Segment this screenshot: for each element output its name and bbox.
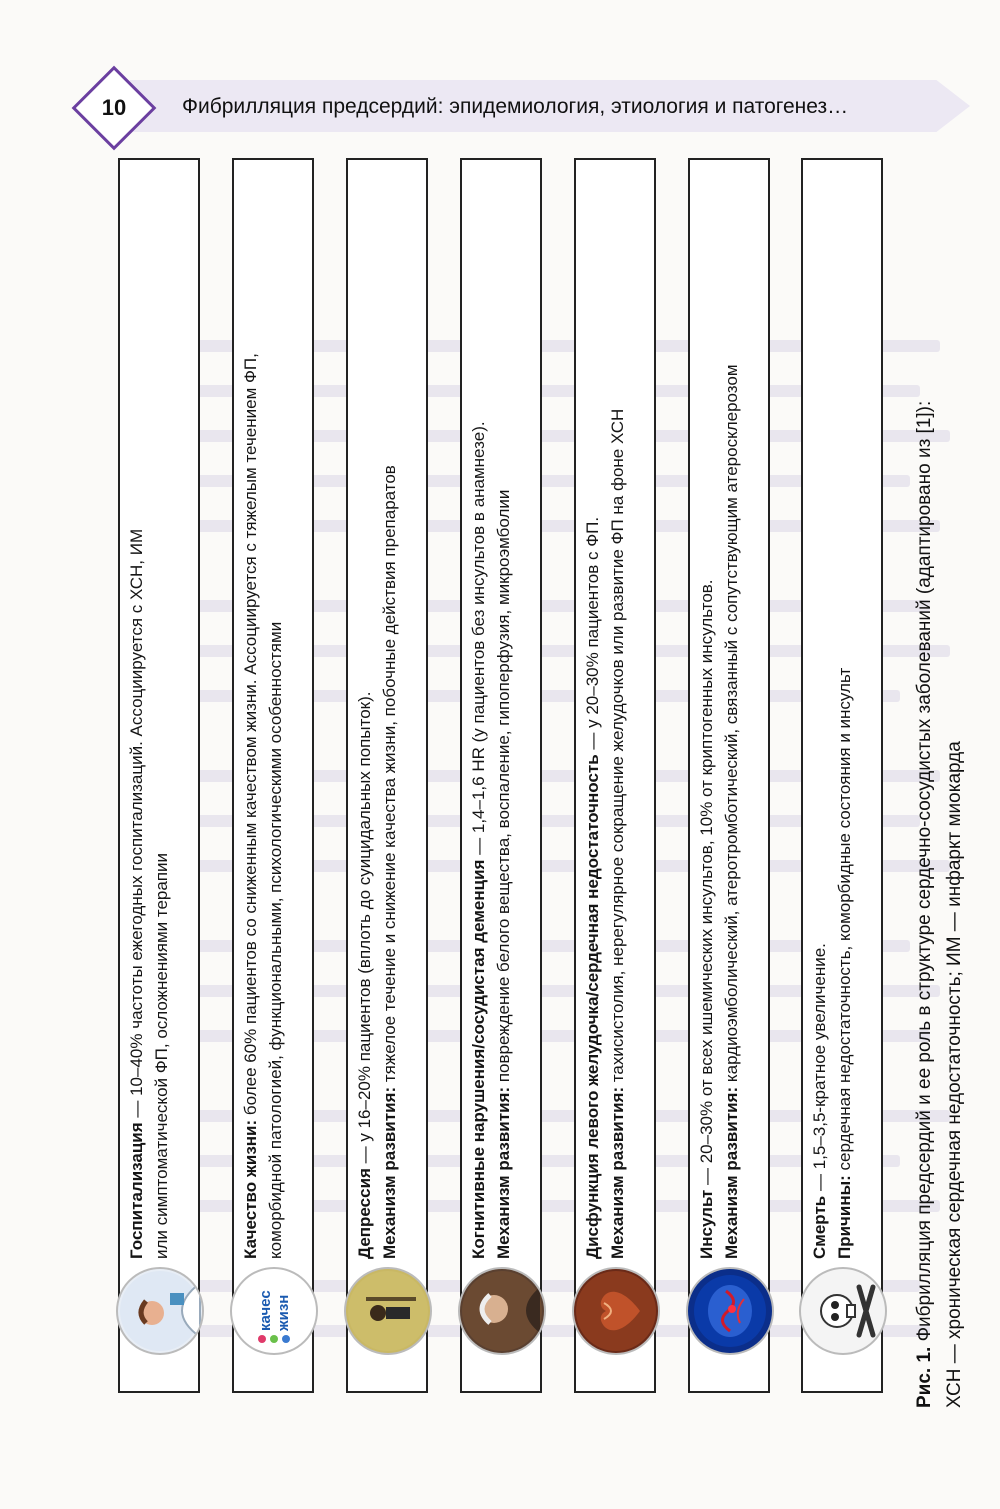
row-title: Дисфункция левого желудочка/сердечная недостаточность [583,754,602,1259]
heart-anatomy-icon [572,1267,660,1355]
row-sub-text: коморбидной патологией, функциональными, психологическими особенностями [266,621,285,1259]
row-sub-label: Причины: [835,1175,854,1259]
running-title: Фибрилляция предсердий: эпидемиология, этиология и патогенез… [182,95,849,118]
elderly-person-icon [458,1267,546,1355]
row-sub-text: кардиоэмболический, атеротромботический, связанный с сопутствующим атеросклерозом [722,364,741,1087]
figure-row-depression [346,158,428,1393]
page-number: 10 [101,95,127,120]
row-title: Качество жизни: [241,1119,260,1259]
svg-text:жизн: жизн [275,1294,292,1331]
caption-line2: ХСН — хроническая сердечная недостаточность; ИМ — инфаркт миокарда [944,741,965,1408]
caption-label: Рис. 1. [914,1346,935,1408]
row-title: Когнитивные нарушения/сосудистая деменция [469,859,488,1259]
svg-text:качес: качес [257,1290,274,1331]
row-sub-text: повреждение белого вещества, воспаление, гипоперфузия, микроэмболии [494,489,513,1087]
row-sub-label: Механизм развития: [380,1086,399,1259]
row-sub-text: тяжелое течение и снижение качества жизни, побочные действия препаратов [380,465,399,1087]
row-sub-label: Механизм развития: [722,1086,741,1259]
caption-line1: Фибрилляция предсердий и ее роль в структуре сердечно-сосудистых заболеваний (адаптировано из [1]): [914,400,935,1347]
row-title-rest: — 1,5–3,5-кратное увеличение. [810,943,829,1196]
row-title: Инсульт [697,1189,716,1259]
brain-scan-icon [686,1267,774,1355]
row-title: Смерть [810,1195,829,1259]
figure-row-hospitalization [118,158,200,1393]
quality-of-life-logo-icon [230,1267,318,1355]
row-title: Госпитализация [127,1122,146,1259]
row-sub-text: тахисистолия, нерегулярное сокращение желудочков или развитие ФП на фоне ХСН [608,408,627,1087]
row-title-rest: — 20–30% от всех ишемических инсультов, 10% от криптогенных инсультов. [697,579,716,1190]
row-sub-text: или симптоматической ФП, осложнениями терапии [152,852,171,1259]
figure-row-quality-of-life [232,158,314,1393]
figure-1 [118,158,898,1393]
figure-row-death [801,158,883,1393]
row-sub-label: Механизм развития: [608,1086,627,1259]
figure-row-heart-failure [574,158,656,1393]
figure-row-cognitive [460,158,542,1393]
row-sub-text: сердечная недостаточность, коморбидные состояния и инсульт [835,667,854,1176]
row-title-rest: — у 16–20% пациентов (вплоть до суицидальных попыток). [355,691,374,1169]
row-title-rest: — у 20–30% пациентов с ФП. [583,516,602,755]
depressed-person-icon [344,1267,432,1355]
figure-row-stroke [688,158,770,1393]
row-title-rest: — 10–40% частоты ежегодных госпитализаций. Ассоциируется с ХСН, ИМ [127,528,146,1123]
row-title: Депрессия [355,1168,374,1259]
doctor-icon [116,1267,204,1355]
row-title-rest: более 60% пациентов со сниженным качеством жизни. Ассоциируется с тяжелым течением ФП, [241,353,260,1120]
skull-crossbones-icon [799,1267,887,1355]
row-sub-label: Механизм развития: [494,1086,513,1259]
row-title-rest: — 1,4–1,6 HR (у пациентов без инсультов в анамнезе). [469,421,488,860]
figure-caption [910,158,990,1408]
